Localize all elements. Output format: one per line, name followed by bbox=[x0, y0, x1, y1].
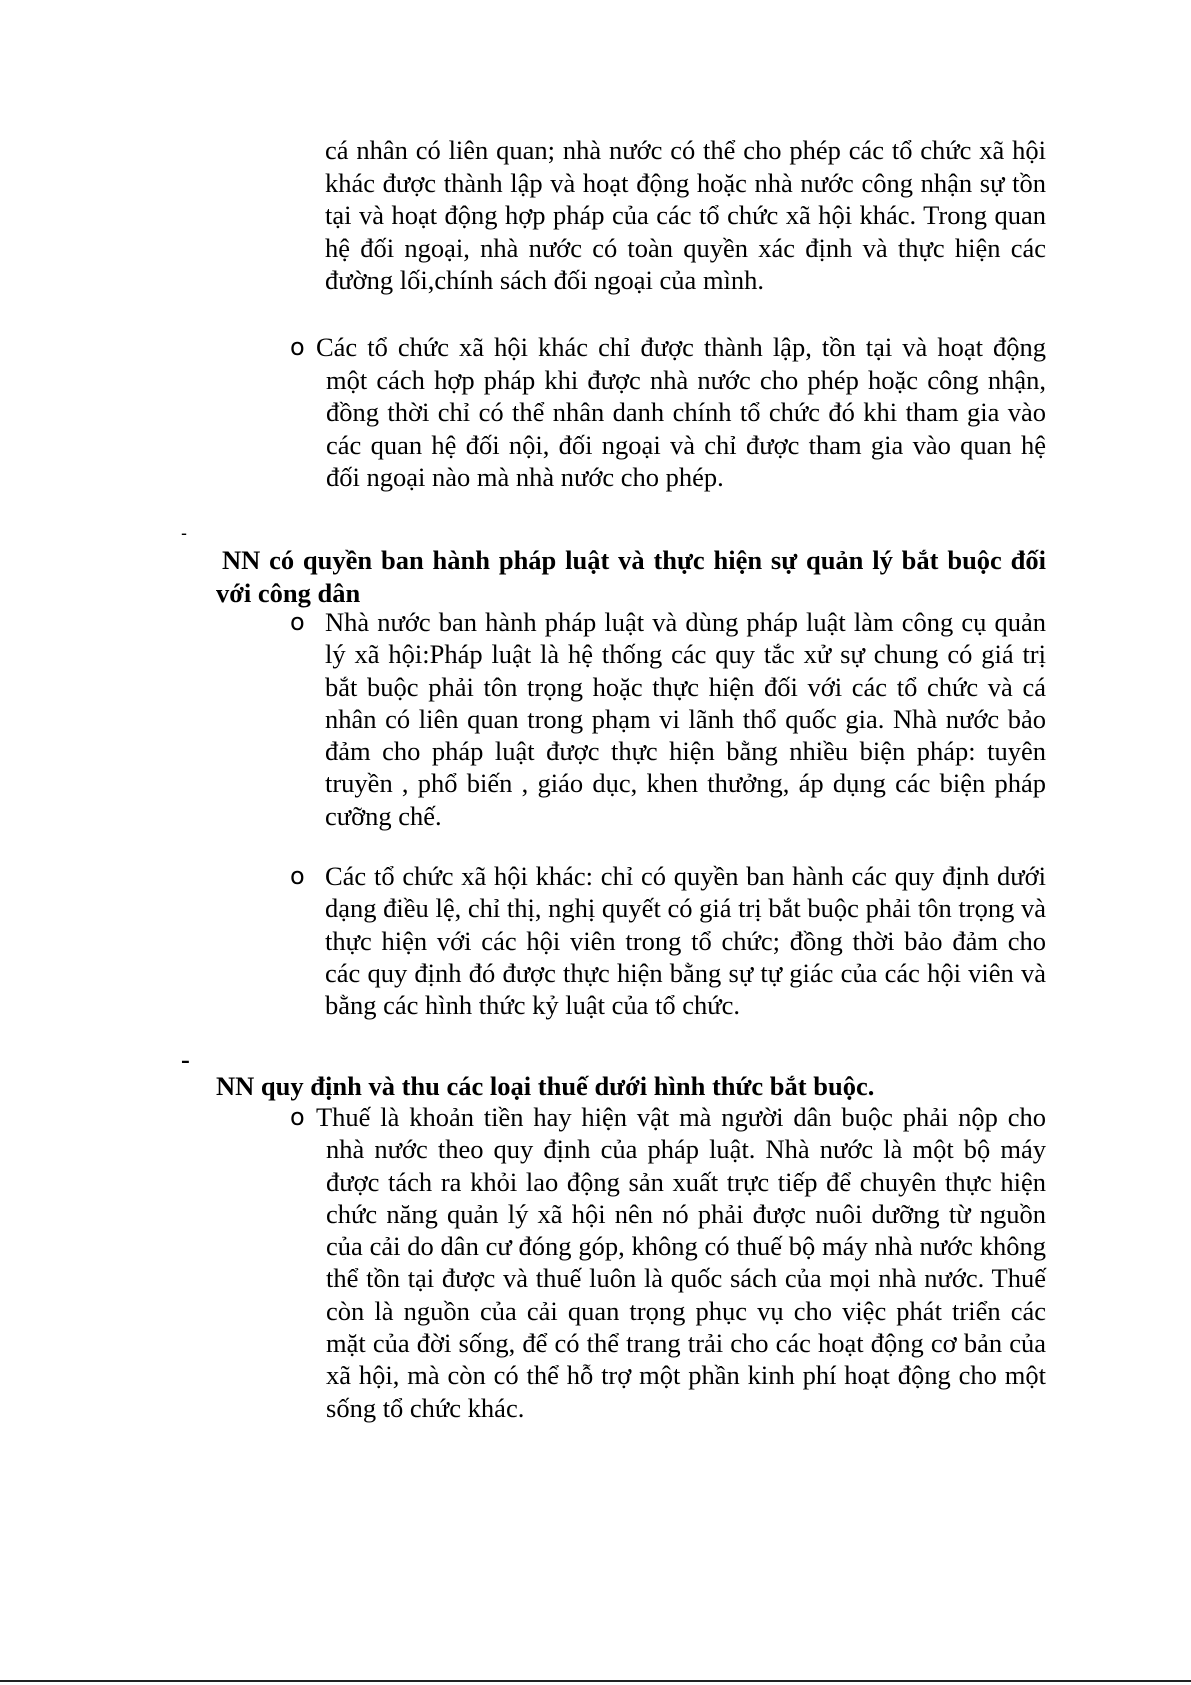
heading-dash: - bbox=[181, 523, 187, 543]
bullet-o: o bbox=[290, 333, 305, 361]
list-item-tax bbox=[316, 1101, 1046, 1424]
bullet-o: o bbox=[290, 608, 305, 636]
list-item-social-orgs bbox=[325, 860, 1046, 1021]
continuation-paragraph: cá nhân có liên quan; nhà nước có thể cho phép các tổ chức xã hội khác được thành lập và hoạt động hoặc nhà nước công nhận sự tồn tại và hoạt động hợp pháp của các tổ chức xã hội khác. Trong quan hệ đối ngoại, nhà nước có toàn quyền xác định và thực hiện các đường lối,chính sách đối ngoại của mình. bbox=[325, 135, 1046, 295]
list-item-text: Các tổ chức xã hội khác: chỉ có quyền ban hành các quy định dưới dạng điều lệ, chỉ thị, nghị quyết có giá trị bắt buộc phải tôn trọng và thực hiện với các hội viên trong tổ chức; đồng thời bảo đảm cho các quy định đó được thực hiện bằng sự tự giác của các hội viên và bằng các hình thức kỷ luật của tổ chức. bbox=[325, 861, 1046, 1021]
list-item-organizations bbox=[316, 331, 1046, 494]
section-heading-law bbox=[216, 544, 1046, 610]
section-heading-tax bbox=[216, 1070, 1046, 1103]
list-item-state-law bbox=[325, 606, 1046, 832]
page-bottom-rule bbox=[0, 1680, 1191, 1682]
bullet-o: o bbox=[290, 1103, 305, 1131]
list-item-text: Các tổ chức xã hội khác chỉ được thành lập, tồn tại và hoạt động một cách hợp pháp khi được nhà nước cho phép hoặc công nhận, đồng thời chỉ có thể nhân danh chính tổ chức đó khi tham gia vào các quan hệ đối nội, đối ngoại và chỉ được tham gia vào quan hệ đối ngoại nào mà nhà nước cho phép. bbox=[316, 332, 1046, 492]
section-heading-law-text: NN có quyền ban hành pháp luật và thực hiện sự quản lý bắt buộc đối với công dân bbox=[216, 544, 1046, 608]
bullet-o: o bbox=[290, 862, 305, 890]
list-item-text: Thuế là khoản tiền hay hiện vật mà người dân buộc phải nộp cho nhà nước theo quy định của pháp luật. Nhà nước là một bộ máy được tách ra khỏi lao động sản xuất trực tiếp để chuyên thực hiện chức năng quản lý xã hội nên nó phải được nuôi dưỡng từ nguồn của cải do dân cư đóng góp, không có thuế bộ máy nhà nước không thể tồn tại được và thuế luôn là quốc sách của mọi nhà nước. Thuế còn là nguồn của cải quan trọng phục vụ cho việc phát triển các mặt của đời sống, để có thể trang trải cho các hoạt động cơ bản của xã hội, mà còn có thể hỗ trợ một phần kinh phí hoạt động cho một sống tổ chức khác. bbox=[316, 1102, 1046, 1423]
heading-dash: - bbox=[181, 1044, 190, 1074]
list-item-text: Nhà nước ban hành pháp luật và dùng pháp luật làm công cụ quản lý xã hội:Pháp luật là hệ thống các quy tắc xử sự chung có giá trị bắt buộc phải tôn trọng hoặc thực hiện đối với các tổ chức và cá nhân có liên quan trong phạm vi lãnh thổ quốc gia. Nhà nước bảo đảm cho pháp luật được thực hiện bằng nhiều biện pháp: tuyên truyền , phổ biến , giáo dục, khen thưởng, áp dụng các biện pháp cưỡng chế. bbox=[325, 607, 1046, 831]
section-heading-tax-text: NN quy định và thu các loại thuế dưới hình thức bắt buộc. bbox=[216, 1070, 875, 1101]
